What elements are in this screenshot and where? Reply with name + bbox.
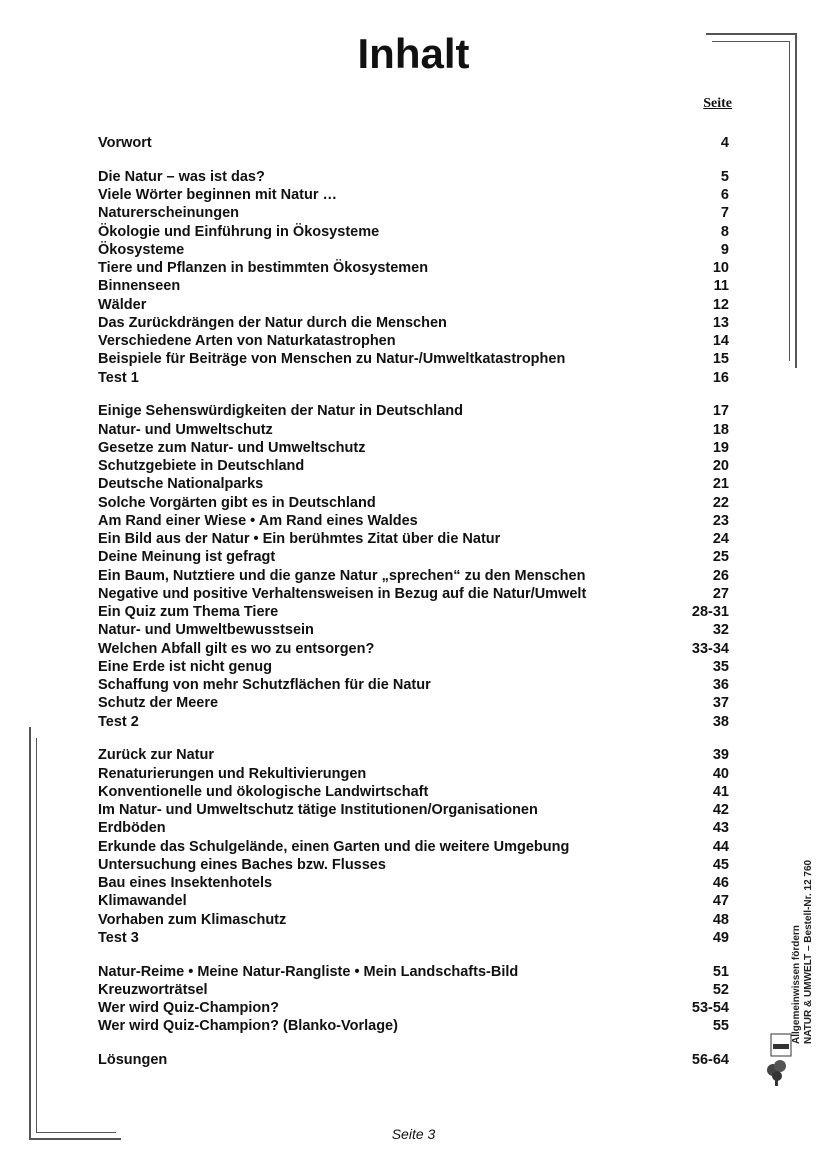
toc-entry-page: 14 bbox=[712, 333, 729, 349]
toc-entry bbox=[98, 1017, 729, 1035]
toc-entry bbox=[98, 314, 729, 332]
toc-entry bbox=[98, 134, 729, 152]
toc-entry-title: Vorhaben zum Klimaschutz bbox=[98, 911, 287, 928]
toc-entry-title: Natur- und Umweltbewusstsein bbox=[98, 622, 314, 639]
toc-entry bbox=[98, 621, 729, 639]
toc-entry-page: 23 bbox=[712, 512, 729, 529]
toc-entry-page: 40 bbox=[712, 765, 729, 782]
toc-entry-page: 19 bbox=[712, 439, 729, 456]
toc-entry-page: 15 bbox=[712, 351, 729, 368]
toc-entry bbox=[98, 421, 729, 439]
toc-entry bbox=[98, 603, 729, 621]
toc-group bbox=[98, 963, 729, 1036]
toc-entry-page: 38 bbox=[712, 713, 729, 730]
toc-entry-title: Gesetze zum Natur- und Umweltschutz bbox=[98, 439, 366, 456]
toc-entry-title: Schutzgebiete in Deutschland bbox=[98, 458, 305, 474]
toc-entry-page: 56-64 bbox=[691, 1052, 729, 1068]
toc-entry-page: 13 bbox=[712, 314, 729, 331]
toc-group bbox=[98, 746, 729, 947]
toc-entry-title: Das Zurückdrängen der Natur durch die Menschen bbox=[98, 314, 447, 331]
toc-entry bbox=[98, 369, 729, 387]
toc-entry bbox=[98, 277, 729, 295]
toc-entry-page: 28-31 bbox=[691, 604, 729, 620]
side-credit-series: Allgemeinwissen fördern bbox=[791, 925, 802, 1044]
toc-entry-page: 52 bbox=[712, 981, 729, 998]
toc-entry-title: Vorwort bbox=[98, 135, 152, 151]
toc-entry bbox=[98, 168, 729, 186]
toc-entry-title: Klimawandel bbox=[98, 893, 187, 910]
toc-entry-title: Bau eines Insektenhotels bbox=[98, 875, 273, 891]
toc-entry bbox=[98, 186, 729, 204]
toc-entry-title: Solche Vorgärten gibt es in Deutschland bbox=[98, 494, 376, 511]
toc-entry bbox=[98, 439, 729, 457]
toc-entry-title: Deine Meinung ist gefragt bbox=[98, 549, 276, 566]
toc-entry bbox=[98, 838, 729, 856]
toc-entry bbox=[98, 963, 729, 981]
toc-entry-title: Untersuchung eines Baches bzw. Flusses bbox=[98, 856, 386, 873]
toc-entry-title: Negative und positive Verhaltensweisen in Bezug auf die Natur/Umwelt bbox=[98, 585, 587, 602]
toc-entry-page: 22 bbox=[712, 494, 729, 511]
toc-entry-page: 51 bbox=[712, 963, 729, 980]
toc-entry-page: 26 bbox=[712, 567, 729, 584]
toc-entry-title: Deutsche Nationalparks bbox=[98, 476, 264, 493]
toc-entry-title: Natur- und Umweltschutz bbox=[98, 421, 273, 438]
toc-entry-title: Wer wird Quiz-Champion? bbox=[98, 1000, 279, 1016]
page-footer: Seite 3 bbox=[391, 1126, 436, 1142]
toc-entry bbox=[98, 332, 729, 350]
toc-group bbox=[98, 402, 729, 731]
toc-entry-page: 12 bbox=[712, 296, 729, 313]
toc-entry-page: 55 bbox=[712, 1018, 729, 1035]
side-credit bbox=[791, 844, 815, 1044]
toc-entry bbox=[98, 296, 729, 314]
toc-entry bbox=[98, 494, 729, 512]
toc-entry bbox=[98, 548, 729, 566]
toc-entry-page: 41 bbox=[712, 783, 729, 800]
toc-entry bbox=[98, 746, 729, 764]
toc-entry-title: Lösungen bbox=[98, 1052, 168, 1068]
toc-entry-title: Erdböden bbox=[98, 820, 166, 837]
toc-entry-title: Einige Sehenswürdigkeiten der Natur in Deutschland bbox=[98, 403, 463, 420]
toc-entry-page: 44 bbox=[712, 838, 729, 855]
toc-entry-page: 37 bbox=[712, 695, 729, 712]
toc-entry-page: 45 bbox=[712, 856, 729, 873]
toc-entry-title: Test 3 bbox=[98, 929, 139, 946]
toc-entry-title: Am Rand einer Wiese • Am Rand eines Waldes bbox=[98, 512, 418, 529]
toc-entry-page: 11 bbox=[713, 278, 729, 295]
toc-entry-page: 43 bbox=[712, 820, 729, 837]
toc-entry-page: 32 bbox=[712, 622, 729, 639]
toc-entry-page: 18 bbox=[712, 421, 729, 438]
toc-entry-page: 33-34 bbox=[691, 640, 729, 657]
toc-entry-title: Naturerscheinungen bbox=[98, 205, 239, 222]
toc-entry bbox=[98, 530, 729, 548]
toc-entry-page: 42 bbox=[712, 802, 729, 818]
toc-entry-title: Die Natur – was ist das? bbox=[98, 168, 265, 185]
toc-entry bbox=[98, 204, 729, 222]
toc-entry-page: 8 bbox=[720, 223, 729, 240]
toc-entry bbox=[98, 512, 729, 530]
toc-entry-page: 39 bbox=[712, 747, 729, 764]
toc-group bbox=[98, 134, 729, 152]
frame-top-right-v2 bbox=[789, 41, 790, 361]
toc-entry bbox=[98, 457, 729, 475]
toc-entry-page: 9 bbox=[720, 241, 729, 258]
toc-entry-title: Welchen Abfall gilt es wo zu entsorgen? bbox=[98, 640, 375, 657]
toc-entry bbox=[98, 801, 729, 819]
toc-entry-title: Test 1 bbox=[98, 369, 139, 386]
toc-entry-page: 4 bbox=[720, 135, 729, 151]
toc-entry-title: Zurück zur Natur bbox=[98, 747, 215, 764]
toc-entry-title: Wälder bbox=[98, 296, 147, 313]
toc-entry bbox=[98, 694, 729, 712]
toc-entry-page: 20 bbox=[712, 458, 729, 474]
toc-entry bbox=[98, 713, 729, 731]
toc-entry-page: 21 bbox=[712, 476, 729, 493]
toc-entry-title: Im Natur- und Umweltschutz tätige Institutionen/Organisationen bbox=[98, 802, 538, 818]
toc-group bbox=[98, 168, 729, 387]
toc-entry-title: Natur-Reime • Meine Natur-Rangliste • Mein Landschafts-Bild bbox=[98, 963, 519, 980]
toc-entry-title: Renaturierungen und Rekultivierungen bbox=[98, 765, 367, 782]
toc-entry bbox=[98, 402, 729, 420]
toc-entry bbox=[98, 1051, 729, 1069]
toc-entry-title: Viele Wörter beginnen mit Natur … bbox=[98, 187, 338, 203]
toc-entry bbox=[98, 567, 729, 585]
toc-entry bbox=[98, 223, 729, 241]
toc-entry-page: 36 bbox=[712, 677, 729, 693]
toc-entry-title: Eine Erde ist nicht genug bbox=[98, 658, 273, 675]
toc-entry-page: 25 bbox=[712, 549, 729, 566]
toc-entry-title: Schaffung von mehr Schutzflächen für die Natur bbox=[98, 677, 431, 693]
toc-entry-title: Ein Quiz zum Thema Tiere bbox=[98, 604, 279, 620]
toc-entry-page: 5 bbox=[720, 168, 729, 185]
toc-entry-title: Beispiele für Beiträge von Menschen zu Natur-/Umweltkatastrophen bbox=[98, 351, 566, 368]
toc-entry-page: 53-54 bbox=[691, 1000, 729, 1016]
page-column-header: Seite bbox=[703, 96, 732, 111]
toc-entry bbox=[98, 676, 729, 694]
frame-bottom-left-v1 bbox=[29, 727, 31, 1140]
toc-entry bbox=[98, 929, 729, 947]
toc-entry-page: 49 bbox=[712, 929, 729, 946]
toc-entry-title: Ökologie und Einführung in Ökosysteme bbox=[98, 223, 380, 240]
toc-entry bbox=[98, 658, 729, 676]
toc-entry-page: 6 bbox=[720, 187, 729, 203]
toc-entry-title: Wer wird Quiz-Champion? (Blanko-Vorlage) bbox=[98, 1018, 398, 1035]
toc-entry bbox=[98, 911, 729, 929]
toc-entry bbox=[98, 241, 729, 259]
toc-entry bbox=[98, 981, 729, 999]
toc-entry-page: 7 bbox=[720, 205, 729, 222]
page-title: Inhalt bbox=[357, 30, 470, 77]
toc-entry bbox=[98, 783, 729, 801]
toc-entry-page: 24 bbox=[712, 531, 729, 547]
toc-entry-page: 48 bbox=[712, 911, 729, 928]
toc-entry-title: Kreuzworträtsel bbox=[98, 981, 208, 998]
frame-top-right-v1 bbox=[795, 33, 797, 368]
toc-entry-title: Binnenseen bbox=[98, 278, 181, 295]
toc-entry-title: Erkunde das Schulgelände, einen Garten und die weitere Umgebung bbox=[98, 838, 570, 855]
toc-entry-page: 16 bbox=[712, 369, 729, 386]
toc-entry-title: Ein Baum, Nutztiere und die ganze Natur „sprechen“ zu den Menschen bbox=[98, 567, 586, 584]
toc-entry bbox=[98, 874, 729, 892]
frame-bottom-left-v2 bbox=[36, 738, 37, 1133]
toc-entry bbox=[98, 259, 729, 277]
toc-entry-page: 27 bbox=[712, 585, 729, 602]
toc-entry-title: Schutz der Meere bbox=[98, 695, 219, 712]
toc-entry bbox=[98, 640, 729, 658]
side-credit-title: NATUR & UMWELT – Bestell-Nr. 12 760 bbox=[803, 859, 814, 1044]
toc-entry-page: 17 bbox=[712, 403, 729, 420]
toc-entry-title: Tiere und Pflanzen in bestimmten Ökosystemen bbox=[98, 260, 429, 276]
tree-publisher-logo-icon bbox=[763, 1032, 793, 1088]
toc-entry-title: Konventionelle und ökologische Landwirtschaft bbox=[98, 783, 429, 800]
toc-entry-title: Test 2 bbox=[98, 713, 139, 730]
table-of-contents bbox=[98, 134, 729, 1085]
toc-entry-title: Ökosysteme bbox=[98, 241, 185, 258]
toc-entry-page: 47 bbox=[712, 893, 729, 910]
toc-entry bbox=[98, 819, 729, 837]
toc-entry bbox=[98, 892, 729, 910]
toc-group bbox=[98, 1051, 729, 1069]
toc-entry bbox=[98, 475, 729, 493]
toc-entry bbox=[98, 765, 729, 783]
toc-entry bbox=[98, 585, 729, 603]
toc-entry-page: 35 bbox=[712, 658, 729, 675]
toc-entry-title: Ein Bild aus der Natur • Ein berühmtes Zitat über die Natur bbox=[98, 531, 501, 547]
toc-entry-title: Verschiedene Arten von Naturkatastrophen bbox=[98, 333, 396, 349]
toc-entry bbox=[98, 350, 729, 368]
toc-entry-page: 46 bbox=[712, 875, 729, 891]
toc-entry bbox=[98, 856, 729, 874]
toc-entry bbox=[98, 999, 729, 1017]
toc-entry-page: 10 bbox=[712, 260, 729, 276]
